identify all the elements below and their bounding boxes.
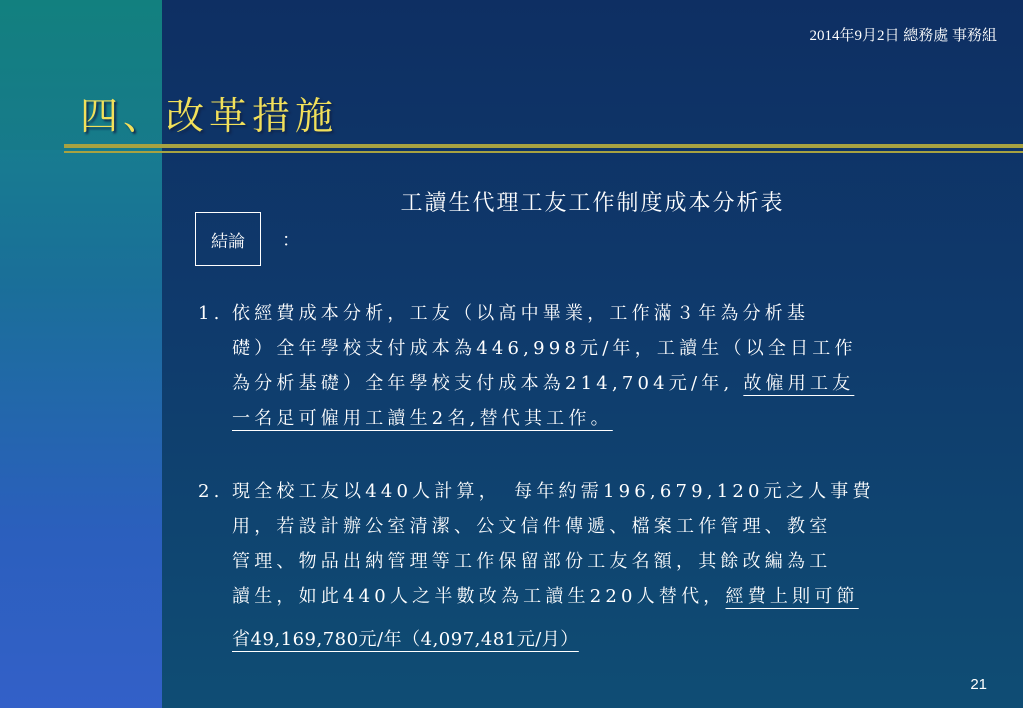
page-number: 21: [970, 676, 987, 693]
point-1: [198, 296, 990, 436]
point-2-line-5: [198, 622, 990, 657]
point-1-underlined-b: 一名足可僱用工讀生2名,替代其工作。: [232, 408, 613, 429]
conclusion-colon: ：: [282, 230, 300, 251]
point-1-number: 1.: [198, 303, 224, 324]
slide-title: 四、改革措施: [80, 94, 339, 138]
point-1-line-3: 為分析基礎）全年學校支付成本為214,704元/年, 故僱用工友: [232, 373, 855, 394]
point-2-line-4: 讀生，如此440人之半數改為工讀生220人替代，經費上則可節: [232, 586, 859, 607]
title-rule-thin: [64, 151, 1023, 153]
point-2-line-3: 管理、物品出納管理等工作保留部份工友名額，其餘改編為工: [232, 551, 832, 572]
point-2: [198, 474, 990, 657]
point-2-number: 2.: [198, 481, 224, 502]
point-2-line-2: 用，若設計辦公室清潔、公文信件傳遞、檔案工作管理、教室: [232, 516, 832, 537]
title-rule-thick: [64, 144, 1023, 148]
point-2-underlined-b: 省49,169,780元/年（4,097,481元/月）: [232, 629, 579, 650]
point-1-underlined-a: 故僱用工友: [743, 373, 855, 394]
table-title: 工讀生代理工友工作制度成本分析表: [400, 191, 785, 216]
header-date-org: 2014年9月2日 總務處 事務組: [809, 28, 997, 44]
point-2-underlined-a: 經費上則可節: [725, 586, 859, 607]
point-1-line-4: [198, 401, 990, 436]
point-2-line-1: 2. 現全校工友以440人計算， 每年約需196,679,120元之人事費: [198, 474, 990, 509]
point-1-line-1: 1. 依經費成本分析，工友（以高中畢業，工作滿３年為分析基: [198, 296, 990, 331]
conclusion-label: 結論: [211, 231, 245, 252]
conclusion-label-box: [195, 212, 261, 266]
point-1-line-2: 礎）全年學校支付成本為446,998元/年，工讀生（以全日工作: [232, 338, 857, 359]
